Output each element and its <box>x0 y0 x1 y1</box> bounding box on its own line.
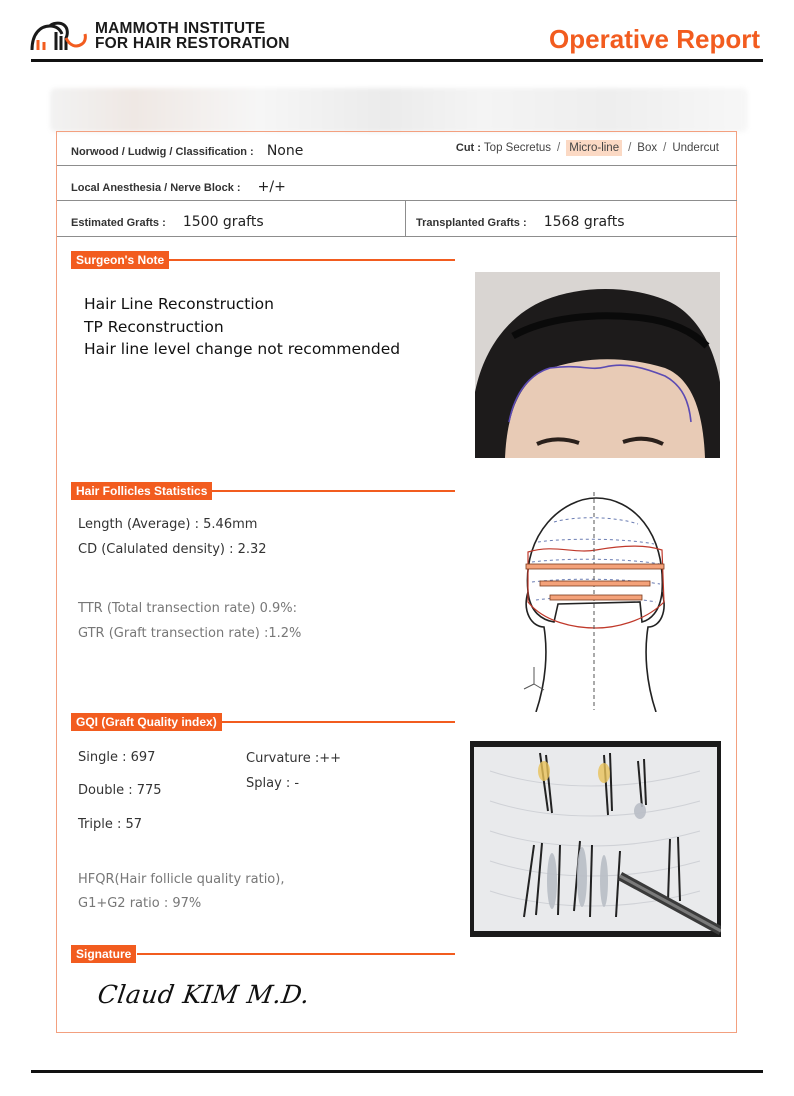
footer-divider <box>31 1070 763 1073</box>
follicle-stats-heading: Hair Follicles Statistics <box>71 482 212 500</box>
gqi-single: Single : 697 <box>78 750 156 765</box>
anesthesia-label: Local Anesthesia / Nerve Block : <box>71 182 241 194</box>
anesthesia-value: +/+ <box>257 179 286 195</box>
donor-area-diagram <box>514 492 674 712</box>
classification-label: Norwood / Ludwig / Classification : <box>71 146 254 158</box>
signature-heading: Signature <box>71 945 136 963</box>
row-divider <box>57 165 737 166</box>
note-line: Hair Line Reconstruction <box>84 295 274 313</box>
mammoth-logo-icon <box>30 20 88 52</box>
cut-option-undercut: Undercut <box>672 142 719 154</box>
cut-option-micro-line: Micro-line <box>566 140 622 156</box>
transplanted-grafts-row <box>416 211 625 230</box>
estimated-grafts-label: Estimated Grafts : <box>71 217 166 229</box>
section-rule <box>137 953 455 955</box>
section-rule <box>209 490 455 492</box>
estimated-grafts-value: 1500 grafts <box>182 214 264 230</box>
row-divider <box>57 236 737 237</box>
anesthesia-row <box>71 176 286 195</box>
classification-value: None <box>266 143 304 159</box>
institute-name-line2: FOR HAIR RESTORATION <box>95 35 290 52</box>
cut-options: Cut : Top Secretus / Micro-line / Box / Undercut <box>455 142 719 154</box>
classification-row <box>71 140 303 159</box>
institute-name <box>95 21 290 51</box>
gqi-heading: GQI (Graft Quality index) <box>71 713 222 731</box>
report-title: Operative Report <box>549 24 760 54</box>
transplanted-grafts-label: Transplanted Grafts : <box>416 217 527 229</box>
estimated-grafts-row <box>71 211 264 230</box>
note-line: Hair line level change not recommended <box>84 340 401 358</box>
row-divider <box>57 200 737 201</box>
institute-name-line1: MAMMOTH INSTITUTE <box>95 20 266 37</box>
gqi-curvature: Curvature :++ <box>246 751 342 766</box>
header-divider <box>31 59 763 62</box>
stat-ttr: TTR (Total transection rate) 0.9%: <box>78 601 298 616</box>
stat-length: Length (Average) : 5.46mm <box>78 517 258 532</box>
note-line: TP Reconstruction <box>84 317 224 336</box>
hairline-photo <box>475 272 720 458</box>
cut-option-box: Box <box>637 142 658 154</box>
section-rule <box>221 721 455 723</box>
gqi-hfqr-value: G1+G2 ratio : 97% <box>78 896 202 911</box>
gqi-double: Double : 775 <box>78 783 162 798</box>
section-rule <box>165 259 455 261</box>
gqi-triple: Triple : 57 <box>78 817 143 832</box>
cut-label: Cut : <box>455 142 481 154</box>
surgeons-note-text <box>84 293 400 361</box>
stat-cd: CD (Calulated density) : 2.32 <box>78 542 267 557</box>
surgeons-note-heading: Surgeon's Note <box>71 251 169 269</box>
column-divider <box>405 201 406 237</box>
cut-option-top-secretus: Top Secretus <box>483 142 552 154</box>
graft-microscope-photo <box>470 741 721 937</box>
transplanted-grafts-value: 1568 grafts <box>543 214 625 230</box>
redacted-patient-info <box>50 88 748 132</box>
gqi-hfqr-label: HFQR(Hair follicle quality ratio), <box>78 872 285 887</box>
signature-name: Claud KIM M.D. <box>95 980 312 1009</box>
gqi-splay: Splay : - <box>246 776 300 791</box>
stat-gtr: GTR (Graft transection rate) :1.2% <box>78 626 302 641</box>
